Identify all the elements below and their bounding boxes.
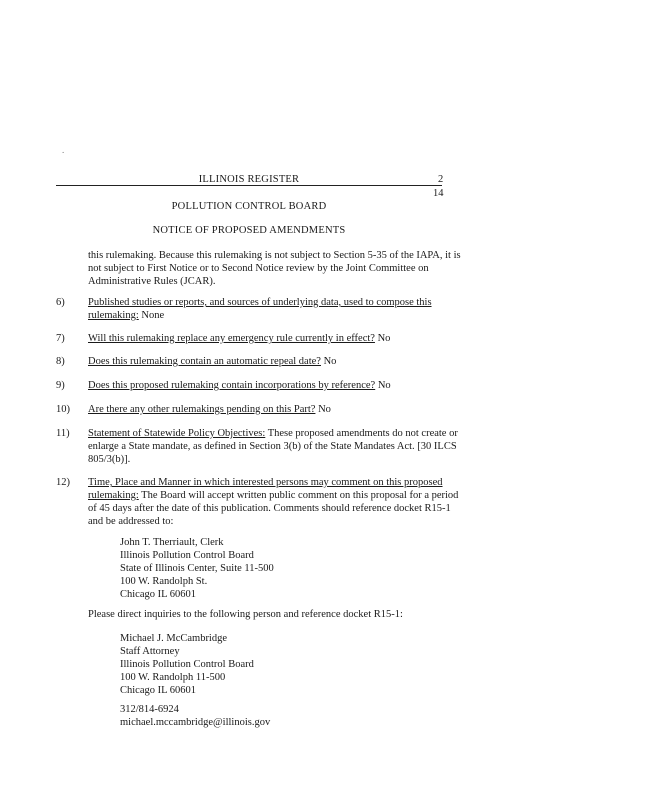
item-text: No — [315, 404, 331, 415]
item-text: No — [374, 333, 391, 344]
attorney-address — [120, 632, 254, 697]
item-number: 12) — [56, 477, 70, 488]
address-line: Staff Attorney — [120, 646, 180, 657]
scan-artifact-dot: . — [62, 145, 65, 155]
header-rule — [56, 185, 442, 186]
item-body — [88, 379, 464, 392]
item-text: None — [138, 310, 165, 321]
item-heading: Time, Place and Manner in which interested persons may comment on this proposed rulemaking: — [88, 477, 443, 501]
item-heading: Are there any other rulemakings pending on this Part? — [88, 404, 316, 415]
item-heading: Statement of Statewide Policy Objectives: — [88, 428, 266, 439]
issue-number: 14 — [433, 188, 444, 199]
board-name: POLLUTION CONTROL BOARD — [171, 201, 327, 212]
item-heading: Published studies or reports, and sources of underlying data, used to compose this rulemaking: — [88, 297, 432, 321]
inquiries-paragraph: Please direct inquiries to the following person and reference docket R15-1: — [88, 609, 403, 620]
item-number: 9) — [56, 380, 65, 391]
address-line: 100 W. Randolph St. — [120, 576, 208, 587]
item-heading: Does this proposed rulemaking contain incorporations by reference? — [88, 380, 376, 391]
intro-paragraph: this rulemaking. Because this rulemaking is not subject to Section 5-35 of the IAPA, it is not subject to First Notice or to Second Notice review by the Joint Committee on Administrative Rules (JCAR). — [88, 250, 461, 287]
item-body — [88, 296, 464, 322]
item-text: These proposed amendments do not create or enlarge a State mandate, as defined in Section 3(b) of the State Mandates Act. [30 ILCS 805/3(b)]. — [88, 428, 458, 465]
item-body — [88, 427, 464, 466]
clerk-address — [120, 536, 274, 601]
item-body — [88, 355, 464, 368]
address-line: 100 W. Randolph 11-500 — [120, 672, 226, 683]
item-body — [88, 332, 464, 345]
page-number: 2 — [438, 174, 444, 185]
item-text: No — [320, 356, 337, 367]
publication-title: ILLINOIS REGISTER — [198, 174, 300, 185]
contact-block — [120, 703, 270, 729]
item-heading: Will this rulemaking replace any emergency rule currently in effect? — [88, 333, 375, 344]
item-text: No — [375, 380, 391, 391]
address-line: Chicago IL 60601 — [120, 685, 197, 696]
address-line: Illinois Pollution Control Board — [120, 659, 254, 670]
item-number: 10) — [56, 404, 70, 415]
item-number: 8) — [56, 356, 65, 367]
phone-number: 312/814-6924 — [120, 704, 179, 715]
item-number: 6) — [56, 297, 65, 308]
address-line: Michael J. McCambridge — [120, 633, 228, 644]
item-number: 11) — [56, 428, 70, 439]
address-line: Chicago IL 60601 — [120, 589, 197, 600]
email-address: michael.mccambridge@illinois.gov — [120, 717, 271, 728]
item-number: 7) — [56, 333, 65, 344]
item-heading: Does this rulemaking contain an automatic repeal date? — [88, 356, 321, 367]
address-line: State of Illinois Center, Suite 11-500 — [120, 563, 274, 574]
address-line: John T. Therriault, Clerk — [120, 537, 224, 548]
address-line: Illinois Pollution Control Board — [120, 550, 254, 561]
item-body — [88, 476, 464, 528]
item-body — [88, 403, 464, 416]
notice-type: NOTICE OF PROPOSED AMENDMENTS — [152, 225, 346, 236]
item-text: The Board will accept written public comment on this proposal for a period of 45 days after the date of this publication. Comments should reference docket R15-1 and be addressed to: — [88, 490, 459, 527]
